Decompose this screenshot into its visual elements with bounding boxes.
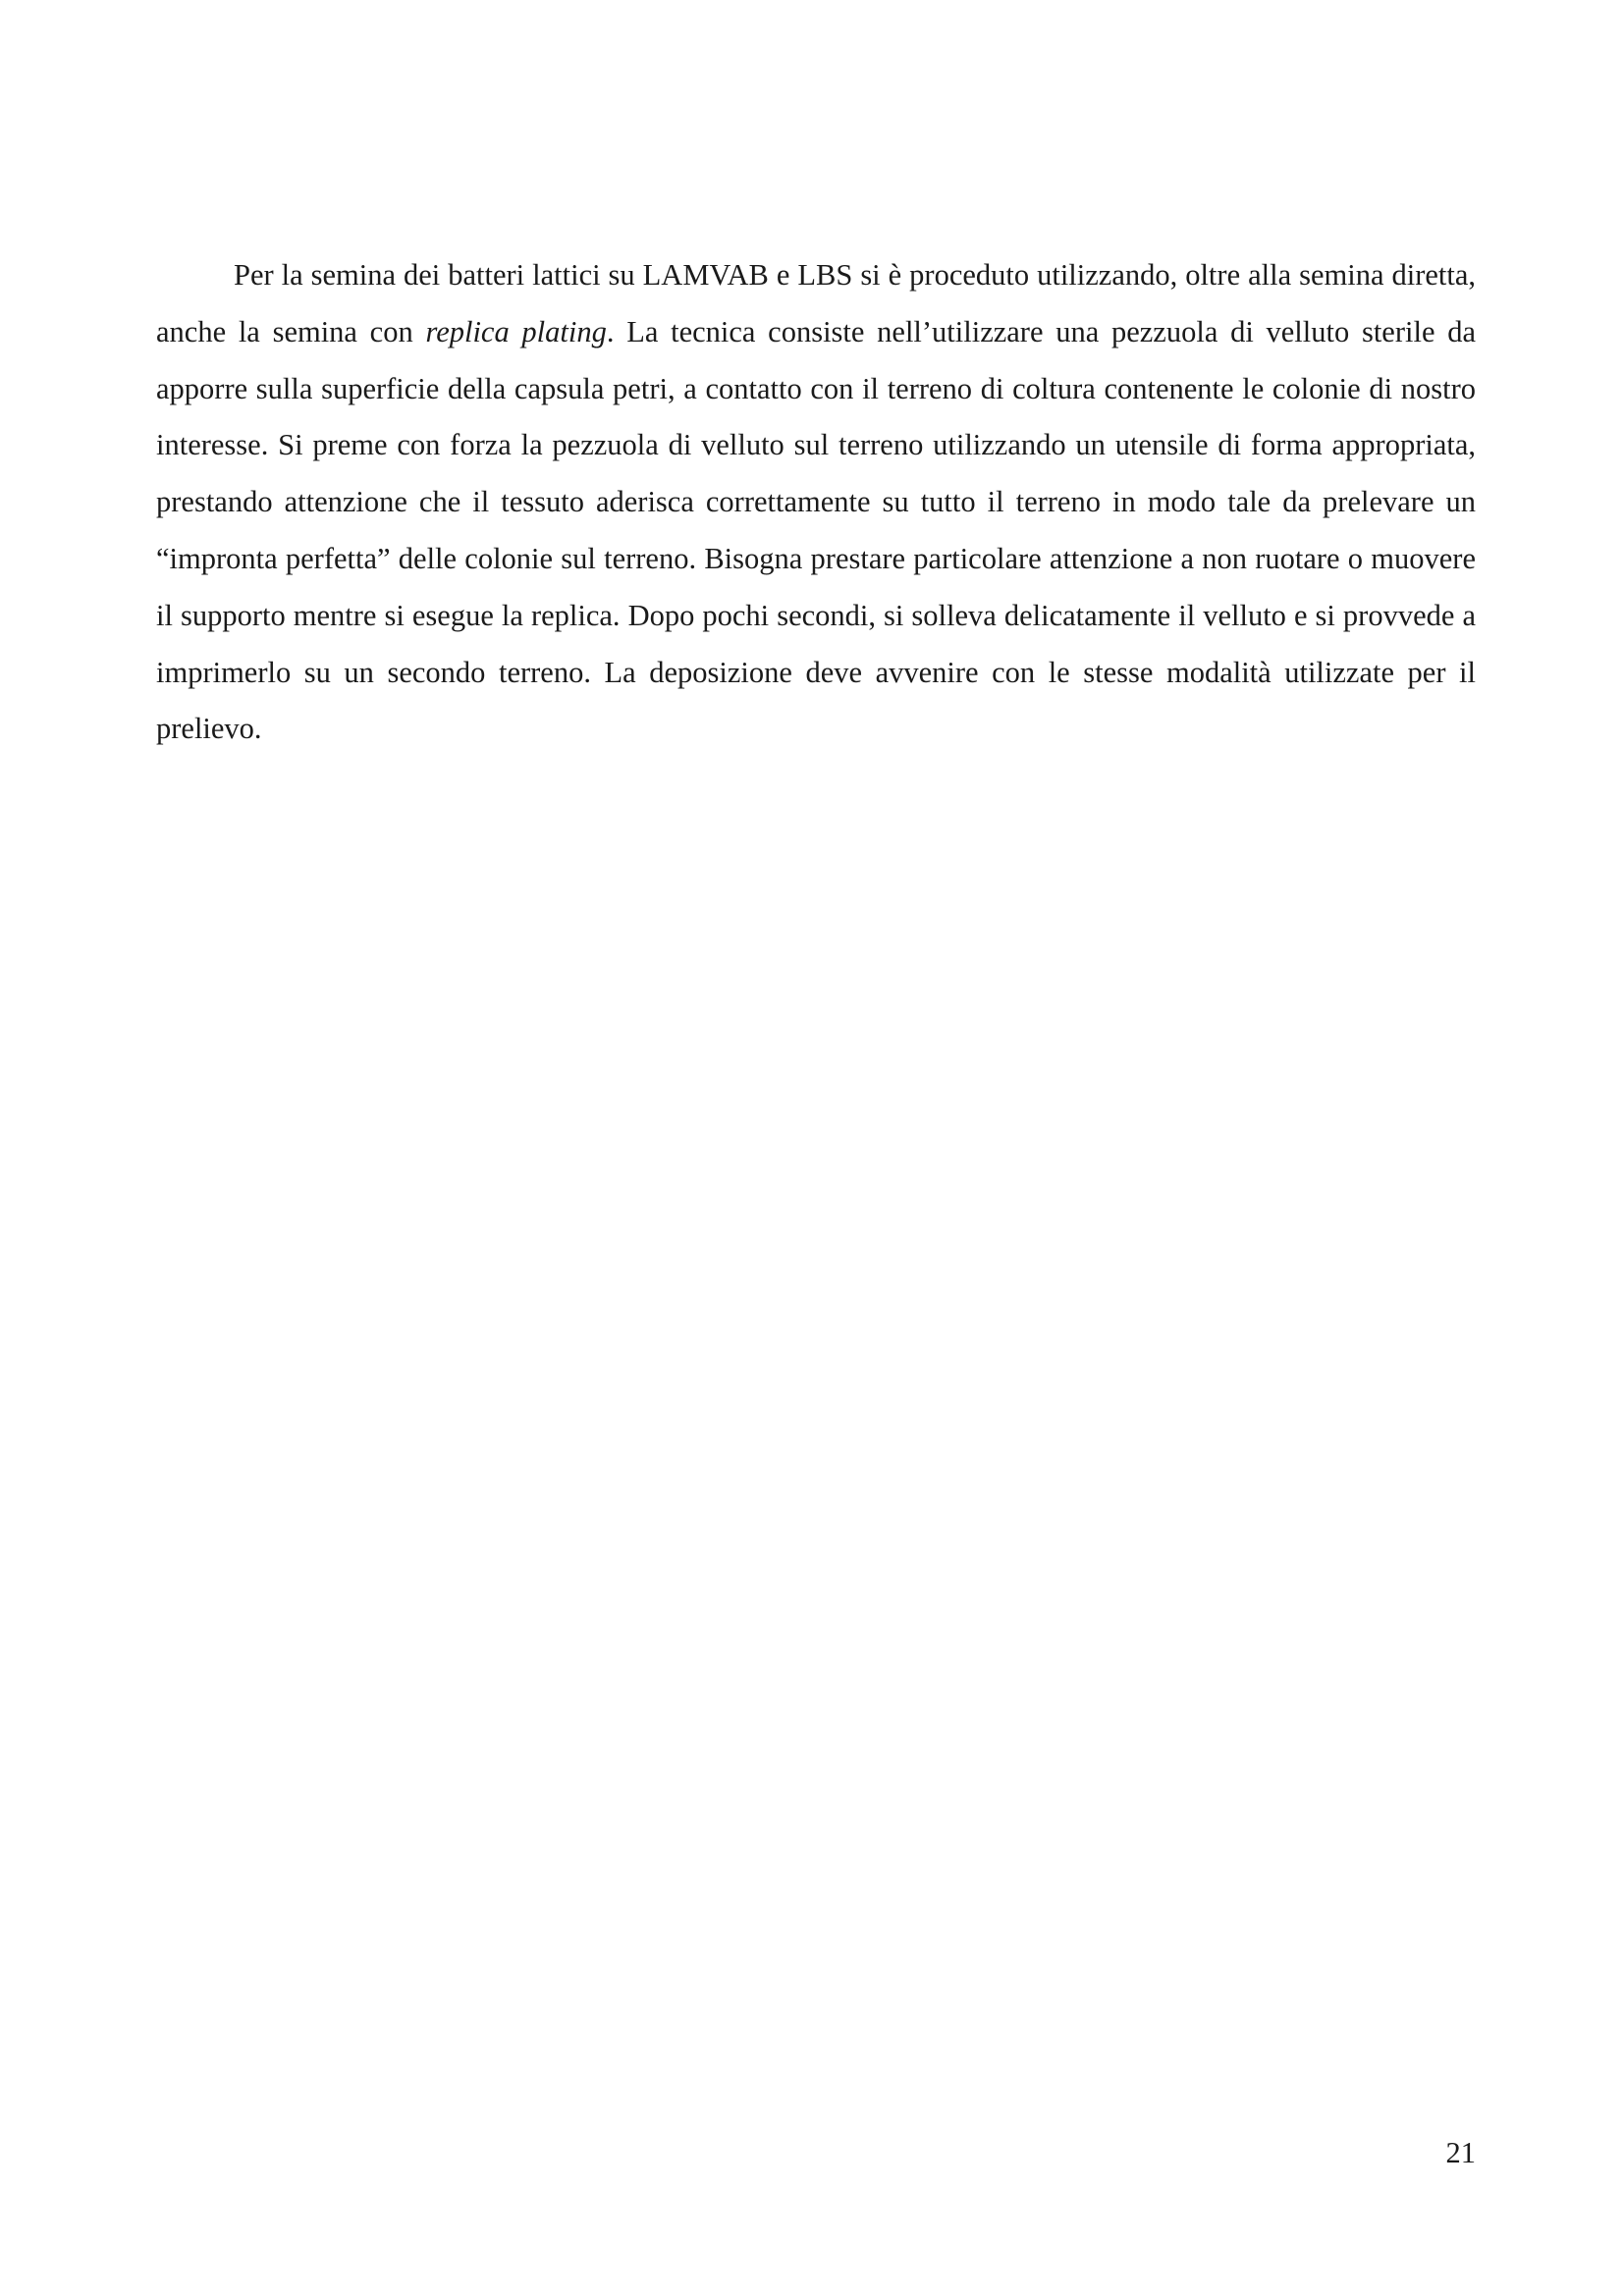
body-paragraph: [156, 247, 1476, 758]
paragraph-text-start: Per la semina dei batteri lattici su LAMVAB e LBS si è proceduto utilizzando, oltre alla semina diretta, anche la semina con: [156, 258, 1476, 348]
paragraph-text-end: . La tecnica consiste nell’utilizzare una pezzuola di velluto sterile da apporre sulla superficie della capsula petri, a contatto con il terreno di coltura contenente le colonie di nostro interesse. Si preme con forza la pezzuola di velluto sul terreno utilizzando un utensile di forma appropriata, prestando attenzione che il tessuto aderisca correttamente su tutto il terreno in modo tale da prelevare un “impronta perfetta” delle colonie sul terreno. Bisogna prestare particolare attenzione a non ruotare o muovere il supporto mentre si esegue la replica. Dopo pochi secondi, si solleva delicatamente il velluto e si provvede a imprimerlo su un secondo terreno. La deposizione deve avvenire con le stesse modalità utilizzate per il prelievo.: [156, 314, 1476, 746]
italic-term: replica plating: [425, 314, 607, 348]
page-number: 21: [1445, 2136, 1476, 2169]
